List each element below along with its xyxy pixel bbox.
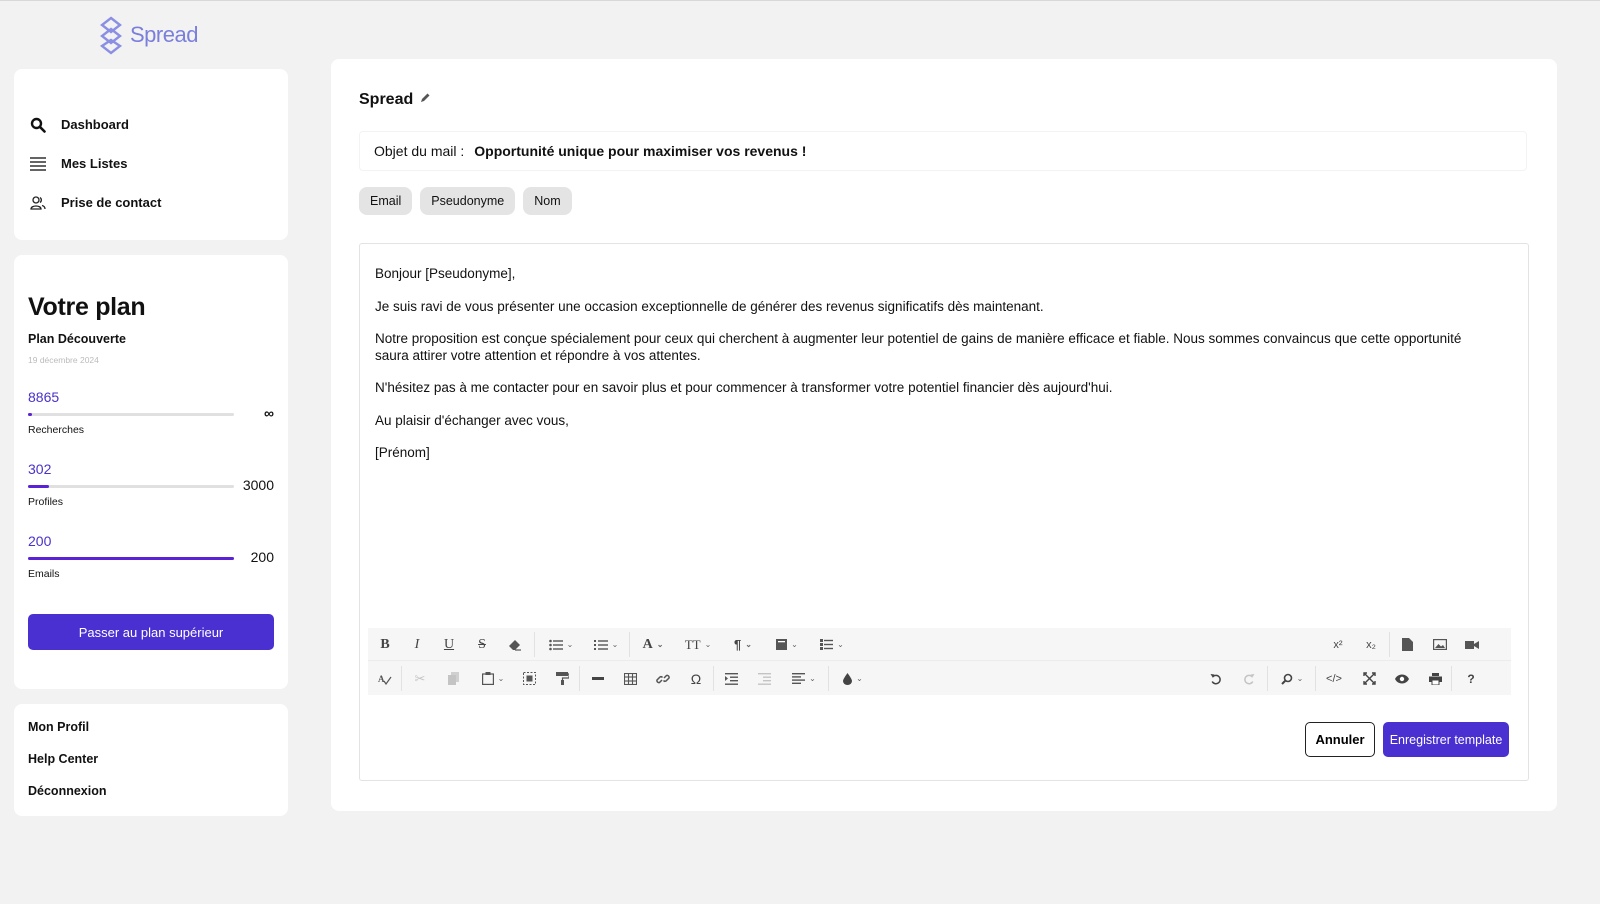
contacts-icon [29, 194, 47, 212]
tag-email[interactable]: Email [359, 187, 412, 215]
chevron-down-icon: ⌄ [704, 640, 712, 649]
image-icon[interactable] [1429, 628, 1451, 661]
video-icon[interactable] [1461, 628, 1483, 661]
subject-field[interactable] [359, 131, 1527, 171]
chevron-down-icon: ⌄ [1296, 674, 1304, 683]
progress-bar [28, 413, 234, 416]
italic-icon[interactable]: I [414, 636, 420, 652]
line-height-icon[interactable] [814, 628, 850, 661]
toolbar-row-1 [368, 628, 1511, 661]
progress-fill [28, 485, 49, 488]
font-size-icon[interactable]: TT ⌄ [684, 636, 712, 652]
align-icon[interactable] [786, 662, 822, 695]
usage-meter-recherches [28, 389, 274, 441]
link-mon-profil[interactable]: Mon Profil [28, 720, 90, 734]
chevron-down-icon: ⌄ [497, 674, 505, 683]
progress-fill [28, 557, 234, 560]
paragraph-format-icon[interactable]: ¶ ⌄ [734, 637, 752, 652]
account-links [14, 704, 288, 816]
chevron-down-icon: ⌄ [809, 674, 816, 683]
undo-icon[interactable] [1206, 662, 1226, 695]
chevron-down-icon: ⌄ [656, 640, 664, 649]
help-icon[interactable]: ? [1467, 671, 1475, 686]
progress-fill [28, 413, 32, 416]
redo-icon[interactable] [1239, 662, 1259, 695]
outdent-icon[interactable] [754, 662, 774, 695]
toolbar-separator [828, 666, 829, 691]
sidebar-item-dashboard[interactable] [14, 105, 288, 144]
link-deconnexion[interactable]: Déconnexion [28, 784, 107, 798]
eraser-icon[interactable] [505, 628, 525, 661]
spellcheck-icon[interactable] [375, 662, 395, 695]
meter-caption: Recherches [28, 424, 85, 436]
indent-icon[interactable] [721, 662, 741, 695]
subject-label: Objet du mail : [374, 143, 465, 159]
chevron-down-icon: ⌄ [856, 674, 863, 683]
usage-meter-emails [28, 533, 274, 585]
table-icon[interactable] [620, 662, 640, 695]
spread-logo-icon [98, 15, 124, 55]
template-title-text: Spread [359, 91, 414, 108]
meter-max: 200 [250, 549, 274, 565]
subject-value[interactable]: Opportunité unique pour maximiser vos revenus ! [474, 143, 807, 159]
sidebar-item-label: Mes Listes [61, 156, 128, 171]
toolbar-separator [534, 632, 535, 657]
paste-icon[interactable] [475, 662, 511, 695]
font-color-icon[interactable] [835, 662, 871, 695]
fullscreen-icon[interactable] [1358, 662, 1380, 695]
meter-value: 302 [28, 461, 52, 477]
progress-bar [28, 557, 234, 560]
special-characters-icon[interactable]: Ω [690, 670, 702, 687]
toolbar-separator [713, 666, 714, 691]
editor-toolbar [368, 628, 1511, 695]
svg-text:A: A [378, 673, 385, 684]
chevron-down-icon: ⌄ [837, 640, 844, 649]
chevron-down-icon: ⌄ [611, 640, 619, 649]
preview-icon[interactable] [1391, 662, 1413, 695]
toolbar-separator [579, 666, 580, 691]
meter-caption: Emails [28, 568, 60, 580]
block-style-icon[interactable] [769, 628, 805, 661]
chevron-down-icon: ⌄ [566, 640, 574, 649]
font-family-icon[interactable]: A ⌄ [642, 636, 664, 652]
sidebar-item-label: Prise de contact [61, 195, 162, 210]
chevron-down-icon: ⌄ [745, 640, 752, 649]
toolbar-separator [1389, 632, 1390, 657]
body-paragraph: [Prénom] [375, 445, 430, 460]
app-logo[interactable] [98, 15, 198, 55]
usage-meter-profiles [28, 461, 274, 513]
subscript-icon[interactable]: x₂ [1366, 638, 1376, 651]
list-icon [29, 155, 47, 173]
rich-text-editor[interactable] [359, 243, 1529, 781]
template-editor-card [331, 59, 1557, 811]
save-template-button[interactable]: Enregistrer template [1383, 722, 1509, 757]
meter-caption: Profiles [28, 496, 64, 508]
plan-date: 19 décembre 2024 [28, 355, 99, 365]
toolbar-separator [401, 666, 402, 691]
link-help-center[interactable]: Help Center [28, 752, 99, 766]
print-icon[interactable] [1424, 662, 1446, 695]
bold-icon[interactable]: B [380, 636, 390, 652]
sidebar-nav [14, 69, 288, 240]
search-icon [29, 116, 47, 134]
plan-card [14, 255, 288, 689]
progress-bar [28, 485, 234, 488]
superscript-icon[interactable]: x² [1333, 638, 1343, 651]
body-paragraph: Bonjour [Pseudonyme], [375, 266, 516, 281]
tag-pseudonyme[interactable]: Pseudonyme [420, 187, 515, 215]
meter-max: ∞ [264, 405, 274, 421]
tag-nom[interactable]: Nom [523, 187, 571, 215]
body-paragraph: Au plaisir d'échanger avec vous, [375, 412, 569, 428]
file-icon[interactable] [1396, 628, 1418, 661]
editor-content[interactable] [375, 266, 1475, 478]
cancel-button[interactable]: Annuler [1305, 722, 1375, 757]
strikethrough-icon[interactable]: S [478, 636, 486, 652]
link-icon[interactable] [653, 662, 673, 695]
plan-heading: Votre plan [28, 293, 146, 321]
meter-value: 200 [28, 533, 52, 549]
toolbar-row-2 [368, 662, 1511, 695]
meter-value: 8865 [28, 389, 60, 405]
pencil-icon[interactable] [419, 91, 431, 109]
copy-icon[interactable] [443, 662, 463, 695]
plan-name: Plan Découverte [28, 332, 126, 346]
toolbar-separator [1267, 666, 1268, 691]
toolbar-separator [1315, 666, 1316, 691]
app-name: Spread [130, 22, 198, 47]
toolbar-separator [629, 632, 630, 657]
variable-tags [359, 187, 572, 215]
body-paragraph: Je suis ravi de vous présenter une occasion exceptionnelle de générer des revenus significatifs dès maintenant. [375, 298, 1044, 314]
select-all-icon[interactable] [519, 662, 539, 695]
code-view-icon[interactable]: </> [1326, 672, 1342, 685]
template-title[interactable] [359, 91, 431, 109]
bullet-list-icon[interactable] [543, 628, 579, 661]
cut-icon[interactable]: ✂ [414, 670, 426, 686]
sidebar-item-mes-listes[interactable] [14, 144, 288, 183]
toolbar-separator [1451, 666, 1452, 691]
upgrade-plan-button[interactable]: Passer au plan supérieur [28, 614, 274, 650]
sidebar-item-label: Dashboard [61, 117, 129, 132]
underline-icon[interactable]: U [443, 636, 455, 652]
format-painter-icon[interactable] [552, 662, 572, 695]
chevron-down-icon: ⌄ [791, 640, 798, 649]
horizontal-rule-icon[interactable] [588, 662, 608, 695]
meter-max: 3000 [242, 477, 274, 493]
sidebar-item-prise-de-contact[interactable] [14, 183, 288, 222]
body-paragraph: N'hésitez pas à me contacter pour en savoir plus et pour commencer à transformer votre potentiel financier dès aujourd'hui. [375, 380, 1113, 395]
body-paragraph: Notre proposition est conçue spécialement pour ceux qui cherchent à augmenter leur potentiel de gains de manière efficace et fiable. Nous sommes convaincus que cette opportunité saura attirer votre attention et répondre à vos attentes. [375, 331, 1462, 363]
find-replace-icon[interactable] [1274, 662, 1310, 695]
numbered-list-icon[interactable] [588, 628, 624, 661]
